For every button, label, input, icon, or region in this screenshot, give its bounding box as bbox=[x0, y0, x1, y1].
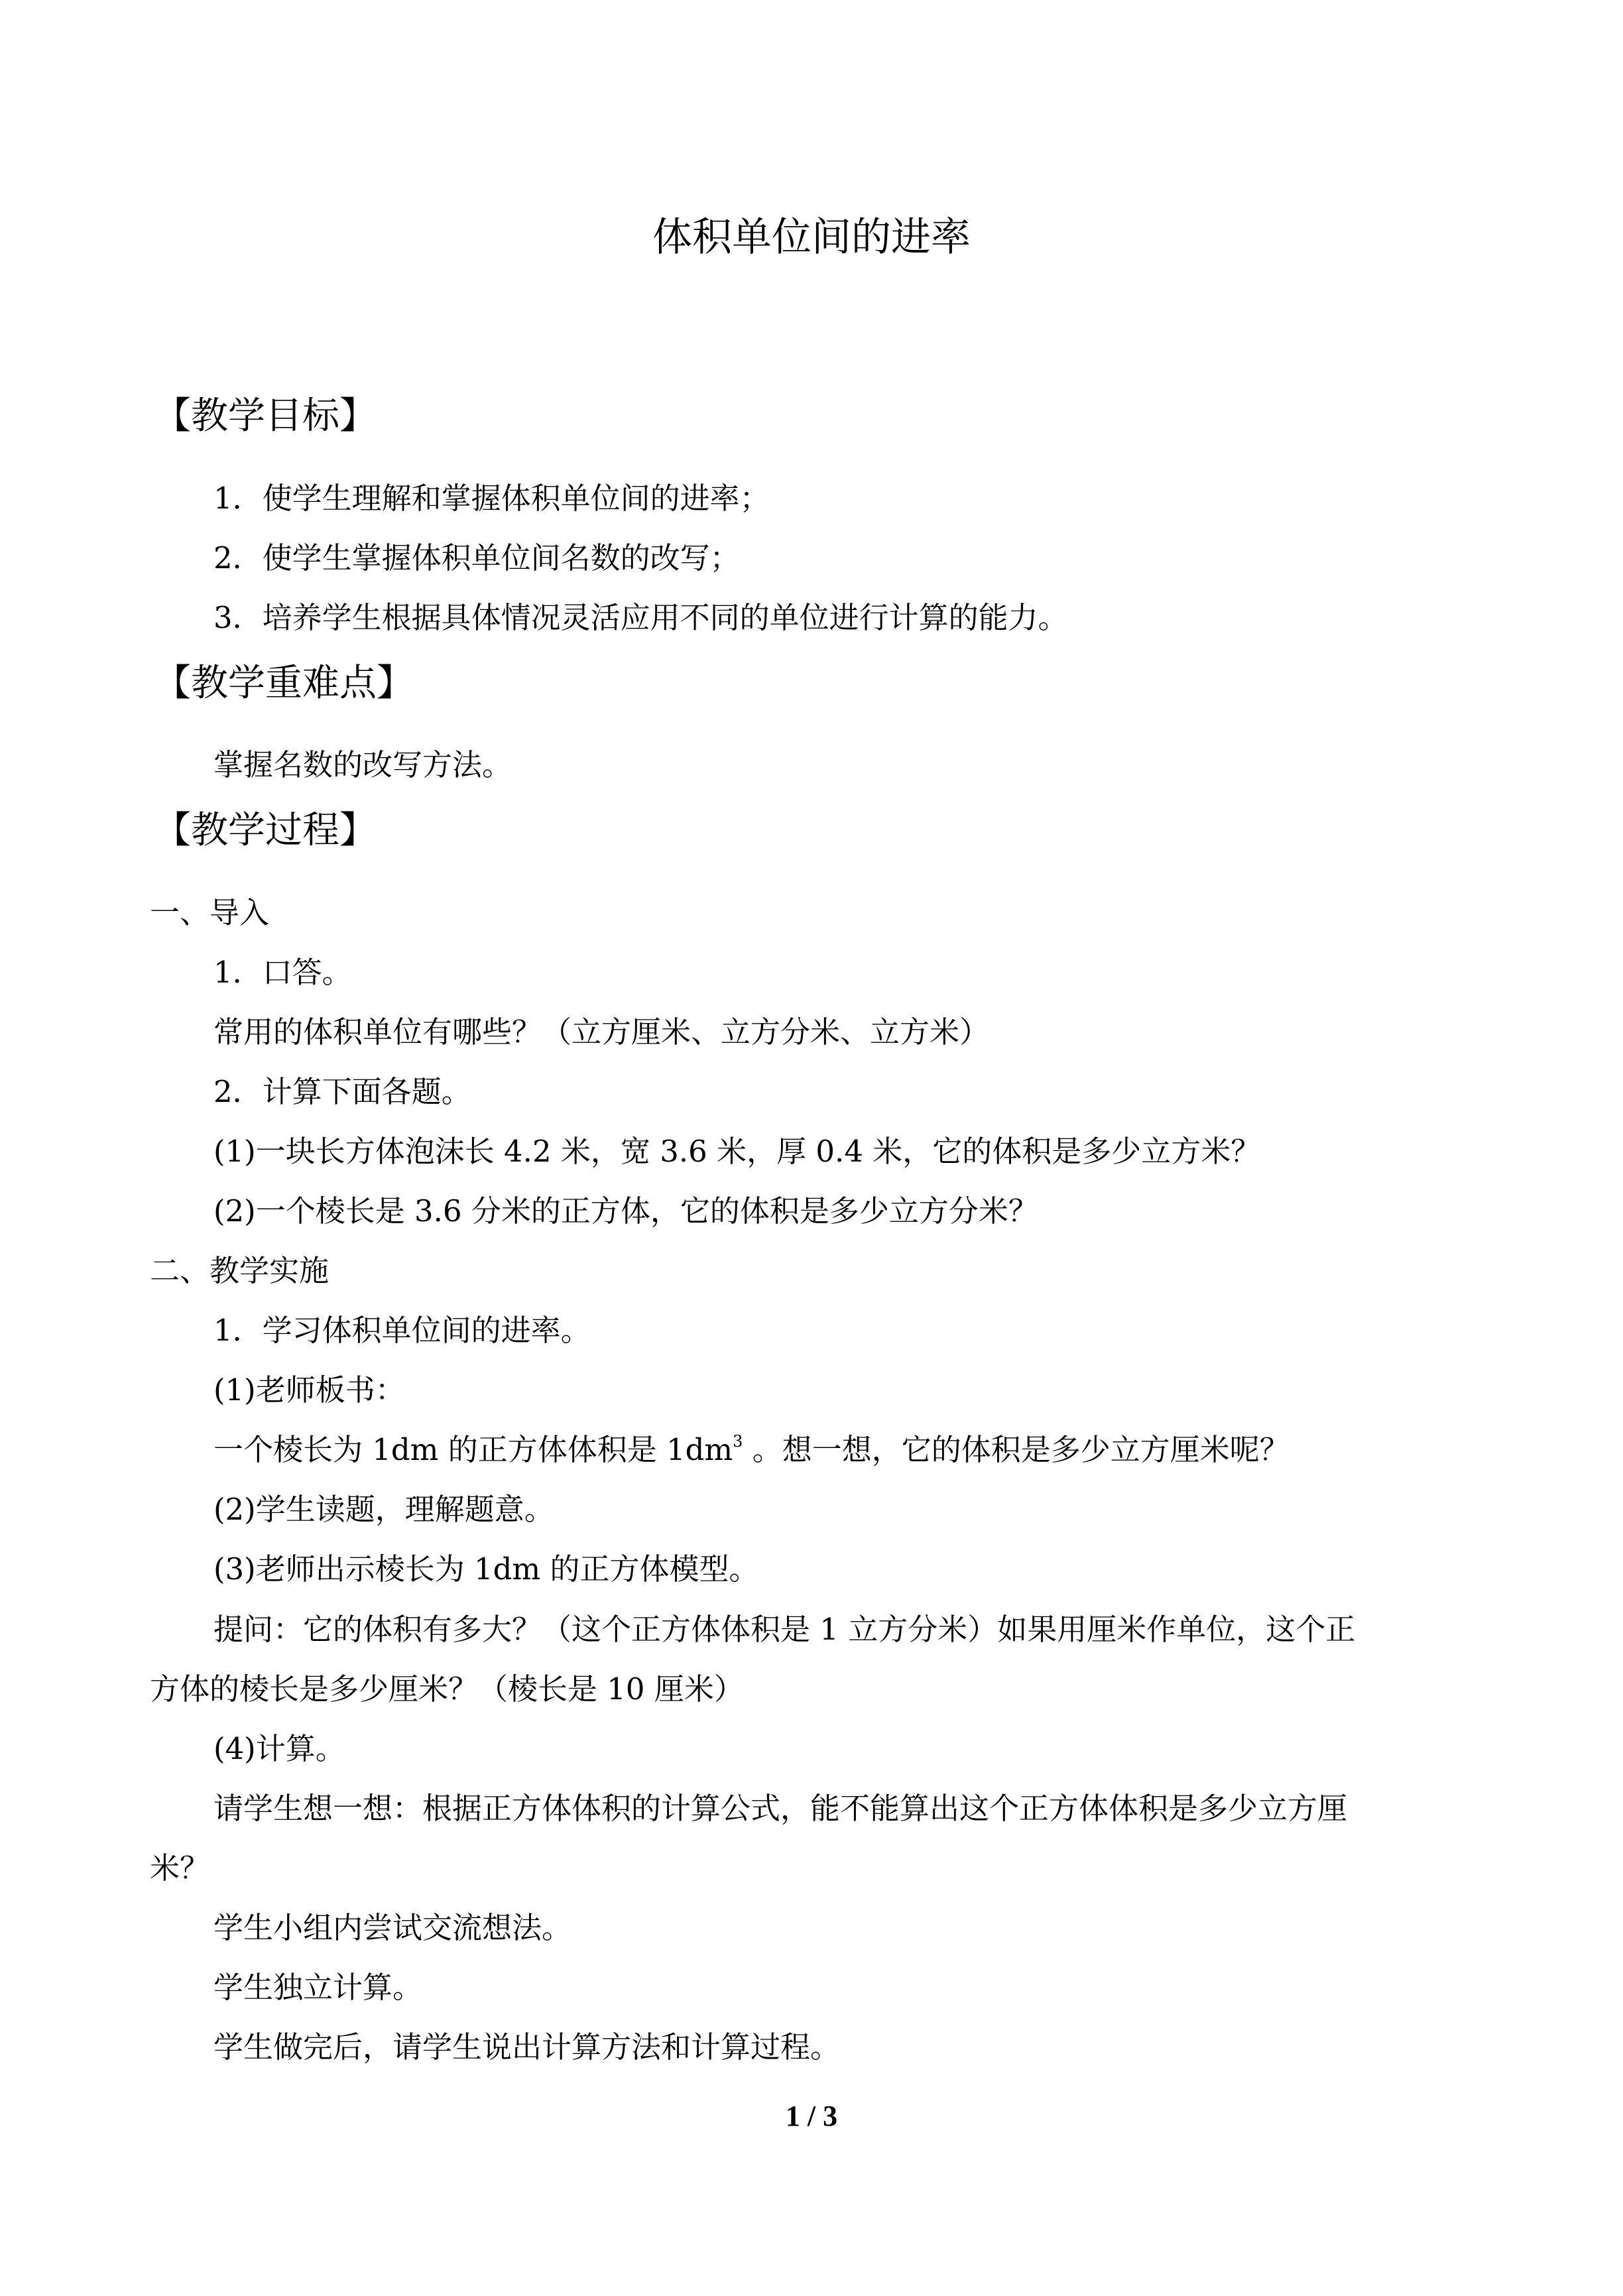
objective-item: 2．使学生掌握体积单位间名数的改写； bbox=[213, 540, 740, 575]
implementation-line: 米？ bbox=[150, 1850, 210, 1886]
objectives-heading: 【教学目标】 bbox=[154, 394, 377, 438]
intro-line: 2．计算下面各题。 bbox=[213, 1074, 471, 1109]
implementation-line: 请学生想一想：根据正方体体积的计算公式，能不能算出这个正方体体积是多少立方厘 bbox=[213, 1791, 1348, 1826]
implementation-line: 学生独立计算。 bbox=[213, 1970, 423, 2005]
implementation-line: (1)老师板书： bbox=[213, 1372, 405, 1408]
intro-line: 1．口答。 bbox=[213, 955, 352, 990]
implementation-line: 学生做完后，请学生说出计算方法和计算过程。 bbox=[213, 2029, 841, 2065]
process-heading: 【教学过程】 bbox=[154, 809, 377, 852]
page-title: 体积单位间的进率 bbox=[652, 214, 971, 261]
objective-item: 1．使学生理解和掌握体积单位间的进率； bbox=[213, 481, 770, 516]
implementation-line: 提问：它的体积有多大？（这个正方体体积是 1 立方分米）如果用厘米作单位，这个正 bbox=[213, 1612, 1356, 1647]
board-line bbox=[213, 1430, 1290, 1470]
board-line-before: 一个棱长为 1dm 的正方体体积是 1dm bbox=[213, 1432, 733, 1467]
keypoints-text: 掌握名数的改写方法。 bbox=[213, 747, 512, 782]
objective-item: 3．培养学生根据具体情况灵活应用不同的单位进行计算的能力。 bbox=[213, 600, 1068, 635]
implementation-line: (2)学生读题，理解题意。 bbox=[213, 1492, 554, 1527]
intro-line: 常用的体积单位有哪些？（立方厘米、立方分米、立方米） bbox=[213, 1014, 990, 1050]
intro-line: (2)一个棱长是 3.6 分米的正方体，它的体积是多少立方分米？ bbox=[213, 1193, 1038, 1229]
page-number: 1 / 3 bbox=[785, 2100, 838, 2132]
intro-line: (1)一块长方体泡沫长 4.2 米，宽 3.6 米，厚 0.4 米，它的体积是多少立方米？ bbox=[213, 1134, 1261, 1169]
implementation-title: 二、教学实施 bbox=[150, 1253, 330, 1288]
board-line-superscript: 3 bbox=[733, 1432, 743, 1451]
implementation-line: 学生小组内尝试交流想法。 bbox=[213, 1910, 572, 1945]
implementation-line: 1．学习体积单位间的进率。 bbox=[213, 1313, 591, 1348]
implementation-line: 方体的棱长是多少厘米？（棱长是 10 厘米） bbox=[150, 1671, 744, 1707]
intro-title: 一、导入 bbox=[150, 895, 270, 930]
keypoints-heading: 【教学重难点】 bbox=[154, 662, 414, 705]
implementation-line: (4)计算。 bbox=[213, 1731, 345, 1766]
implementation-line: (3)老师出示棱长为 1dm 的正方体模型。 bbox=[213, 1551, 759, 1587]
board-line-after: 。想一想，它的体积是多少立方厘米呢？ bbox=[743, 1432, 1290, 1467]
